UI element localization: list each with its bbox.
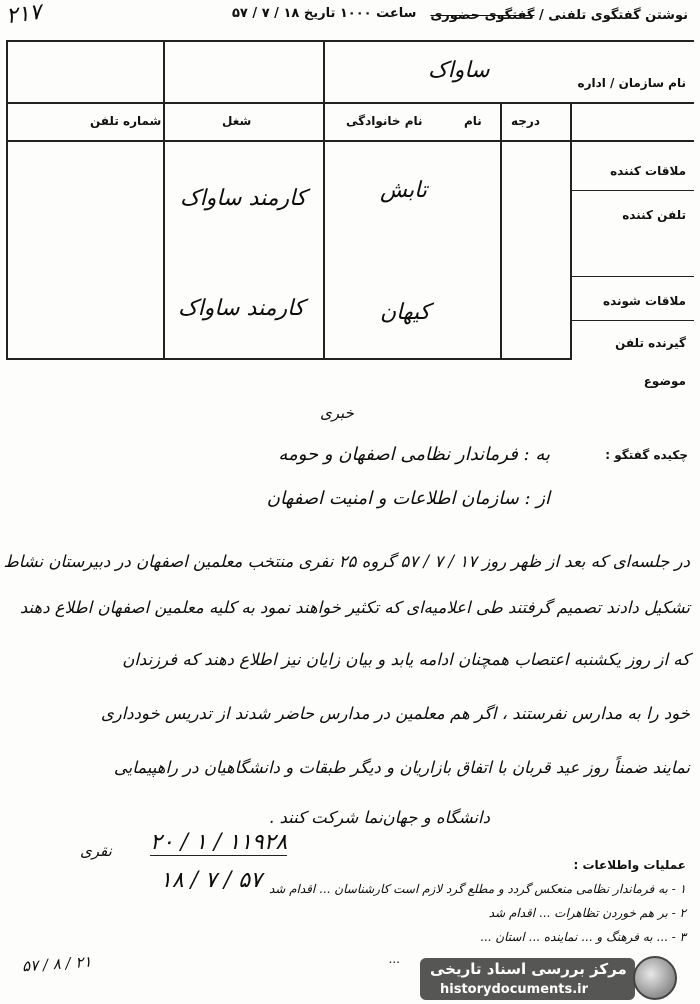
reference-number <box>150 830 287 856</box>
row-label-visited: ملاقات شونده <box>603 294 686 308</box>
action-line: ۱ - به فرماندار نظامی منعکس گردد و مطلع گرد لازم است کارشناسان ... اقدام شد <box>268 882 686 896</box>
classification: خبری <box>320 404 354 422</box>
col-rank: درجه <box>511 114 540 128</box>
visited-job: کارمند ساواک <box>178 296 305 321</box>
row-label-visitor: ملاقات کننده <box>610 164 686 178</box>
col-phone: شماره تلفن <box>90 114 162 128</box>
header-title <box>430 8 688 23</box>
signature-date: ۵۷ / ۸ / ۲۱ <box>21 952 93 976</box>
row-label-caller: تلفن کننده <box>622 208 686 222</box>
reference-number-text: ۲۰ / ۱ / ۱۱۹۲۸ <box>150 830 288 855</box>
from-line: از : سازمان اطلاعات و امنیت اصفهان <box>266 488 550 509</box>
summary-label: چکیده گفتگو : <box>605 448 688 462</box>
action-line: ۲ - بر هم خوردن تظاهرات ... اقدام شد <box>488 906 686 920</box>
subject-label: موضوع <box>643 374 686 388</box>
reference-name: نقری <box>80 842 112 860</box>
body-line: دانشگاه و جهان‌نما شرکت کنند . <box>268 808 490 827</box>
visitor-job: کارمند ساواک <box>180 186 307 211</box>
visited-family-name: کیهان <box>380 300 431 325</box>
col-name: نام <box>464 114 482 128</box>
body-line: خود را به مدارس نفرستند ، اگر هم معلمین در مدارس حاضر شدند از تدریس خودداری <box>100 704 690 723</box>
col-family: نام خانوادگی <box>346 114 423 128</box>
corner-number: ۲۱۷ <box>4 0 44 30</box>
body-line: در جلسه‌ای که بعد از ظهر روز ۱۷ / ۷ / ۵۷ گروه ۲۵ نفری منتخب معلمین اصفهان در دبیرستان نشاط <box>3 552 690 571</box>
action-label: عملیات واطلاعات : <box>573 858 686 872</box>
action-line: ۳ - ... به فرهنگ و ... نماینده ... استان ... <box>480 930 686 944</box>
header-struck-text: گفتگوی حضوری <box>430 8 535 23</box>
header-title-text: نوشتن گفتگوی تلفنی / <box>539 8 688 23</box>
header-time: ساعت ۱۰۰۰ تاریخ ۱۸ / ۷ / ۵۷ <box>232 6 417 21</box>
org-value: ساواک <box>428 58 490 83</box>
archive-logo-icon <box>633 956 677 1000</box>
row-label-receiver: گیرنده تلفن <box>615 336 686 350</box>
col-job: شغل <box>222 114 252 128</box>
visitor-family-name: تابش <box>380 178 427 203</box>
body-line: نمایند ضمناً روز عید قربان با اتفاق بازاریان و دیگر طبقات و دانشگاهیان در راهپیمایی <box>113 758 690 777</box>
body-line: که از روز یکشنبه اعتصاب همچنان ادامه یابد و بیان زایان نیز اطلاع دهند که فرزندان <box>122 650 690 669</box>
body-line: تشکیل دادند تصمیم گرفتند طی اعلامیه‌ای که تکثیر خواهند نمود به کلیه معلمین اصفهان اطلاع دهند <box>19 598 690 617</box>
watermark-title: مرکز بررسی اسناد تاریخی <box>430 960 627 978</box>
to-line: به : فرماندار نظامی اصفهان و حومه <box>278 444 550 465</box>
action-line: ... <box>388 952 400 966</box>
watermark-url: historydocuments.ir <box>440 982 589 997</box>
reference-date: ۱۸ / ۷ / ۵۷ <box>160 868 262 893</box>
org-label: نام سازمان / اداره <box>577 76 686 90</box>
